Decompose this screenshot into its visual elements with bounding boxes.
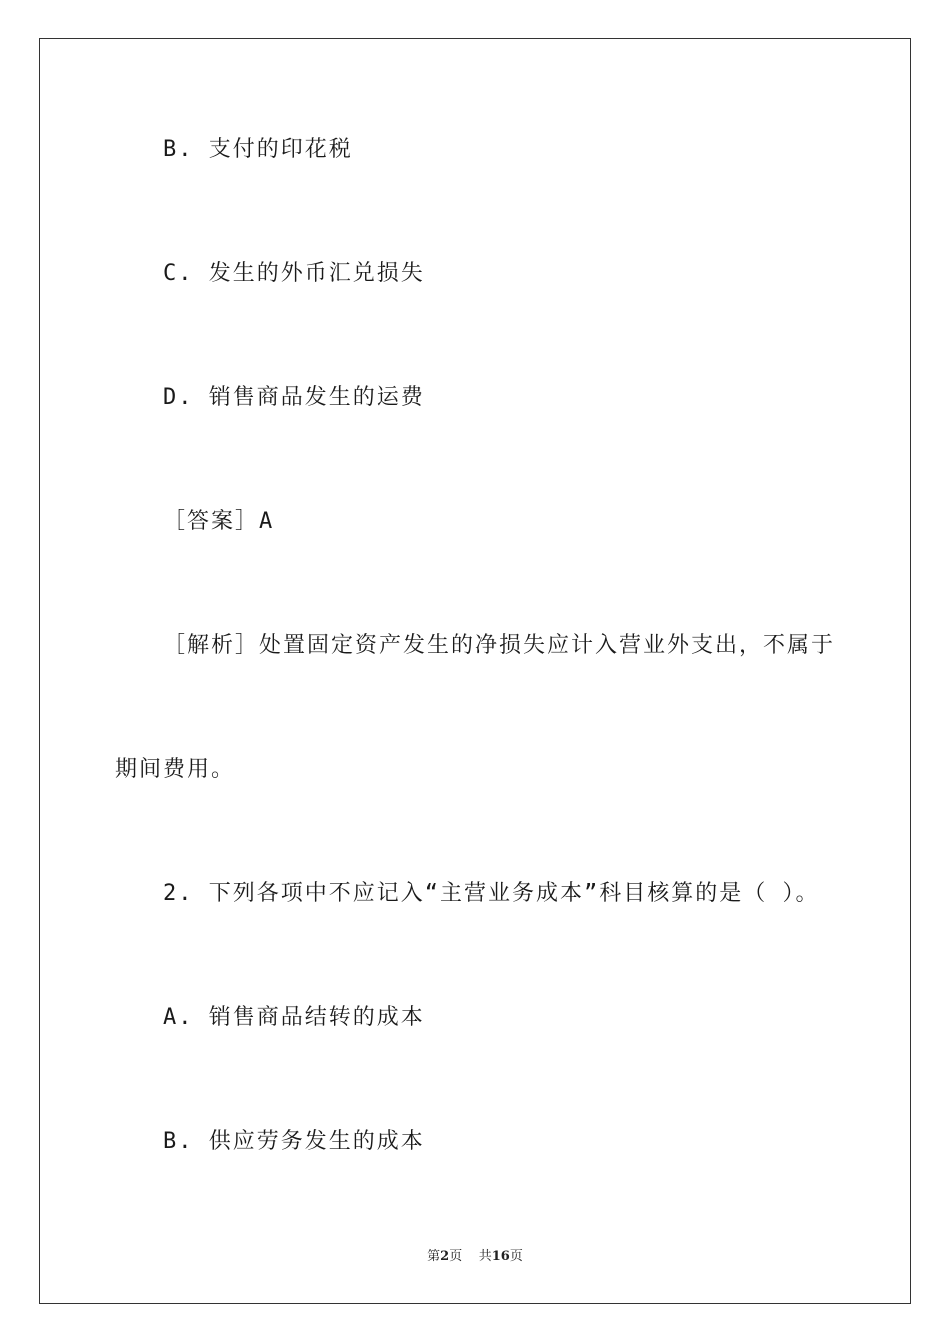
analysis-continuation-line: 期间费用。 bbox=[115, 757, 236, 782]
option-d-line: D. 销售商品发生的运费 bbox=[163, 385, 425, 410]
page-suffix: 页 bbox=[449, 1249, 463, 1264]
answer-line: ［答案］A bbox=[163, 509, 275, 534]
option-c-line: C. 发生的外币汇兑损失 bbox=[163, 261, 425, 286]
analysis-line: ［解析］处置固定资产发生的净损失应计入营业外支出，不属于 bbox=[163, 633, 836, 658]
total-pages: 16 bbox=[491, 1249, 510, 1264]
page-number: 2 bbox=[440, 1249, 450, 1264]
option-b2-line: B. 供应劳务发生的成本 bbox=[163, 1129, 425, 1154]
total-prefix: 共 bbox=[478, 1249, 492, 1264]
option-a-line: A. 销售商品结转的成本 bbox=[163, 1005, 425, 1030]
page-footer bbox=[0, 1248, 950, 1266]
option-b-line: B. 支付的印花税 bbox=[163, 137, 353, 162]
question-2-line: 2. 下列各项中不应记入“主营业务成本”科目核算的是（ ）。 bbox=[163, 881, 820, 906]
total-suffix: 页 bbox=[509, 1249, 523, 1264]
page-frame bbox=[39, 38, 911, 1304]
page-prefix: 第 bbox=[427, 1249, 441, 1264]
